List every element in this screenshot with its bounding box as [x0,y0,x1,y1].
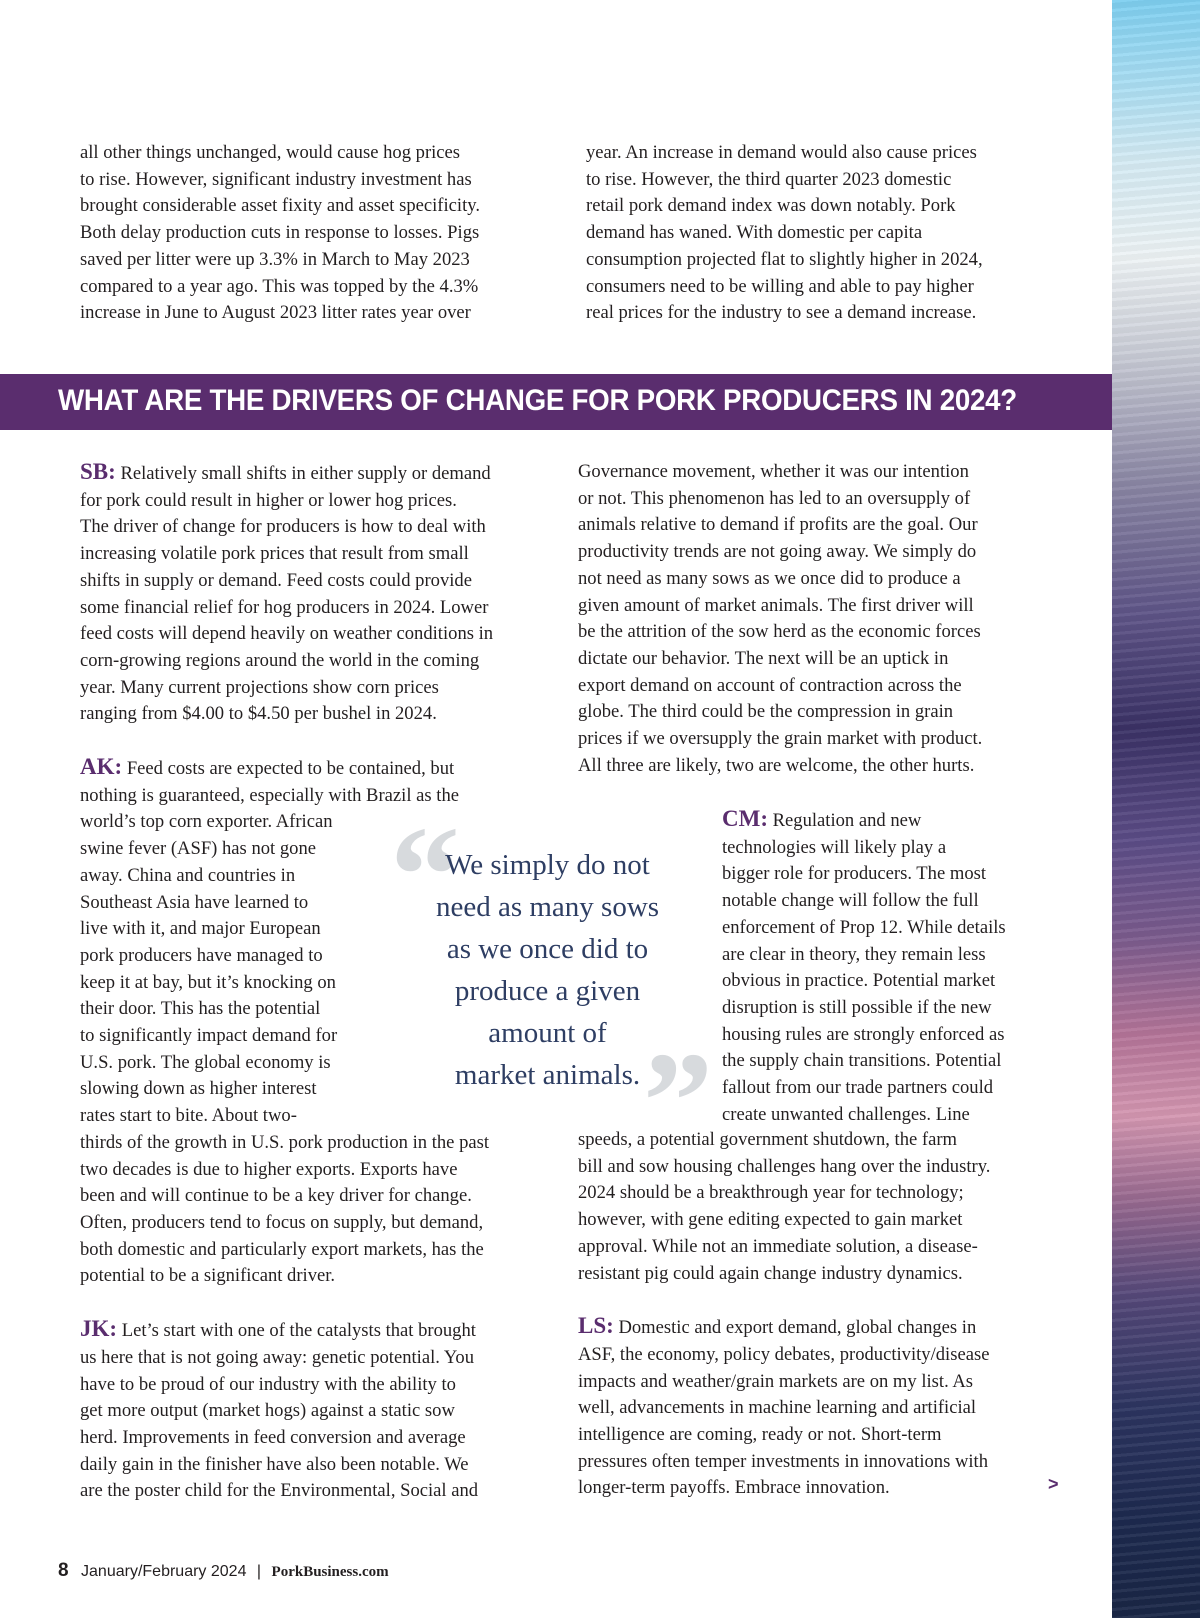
text-line: world’s top corn exporter. African [80,811,333,833]
quote-line: We simply do not [445,849,650,881]
text-run: Feed costs are expected to be contained, but [122,758,455,780]
text-line: pressures often temper investments in innovations with [578,1450,989,1472]
text-line: 2024 should be a breakthrough year for technology; [578,1182,964,1204]
section-heading: WHAT ARE THE DRIVERS OF CHANGE FOR PORK PRODUCERS IN 2024? [58,384,1017,417]
text-line: swine fever (ASF) has not gone [80,838,316,860]
text-line: speeds, a potential government shutdown, the farm [578,1129,958,1150]
text-line: real prices for the industry to see a demand increase. [586,302,977,324]
cm-answer-first-line [722,806,1062,835]
quote-line: as we once did to [446,933,649,965]
text-line: resistant pig could again change industry dynamics. [578,1262,963,1284]
text-line: slowing down as higher interest [80,1078,317,1100]
text-line: pork producers have managed to [80,944,323,966]
quote-line: amount of [488,1017,607,1049]
text-line: nothing is guaranteed, especially with Brazil as the [80,784,459,806]
text-line: increasing volatile pork prices that result from small [80,543,469,565]
text-line: fallout from our trade partners could [722,1077,994,1099]
text-line: not need as many sows as we once did to produce a [578,567,961,589]
text-run: Relatively small shifts in either supply or demand [115,463,491,484]
text-line: get more output (market hogs) against a static sow [80,1400,455,1422]
text-line: impacts and weather/grain markets are on my list. As [578,1370,974,1392]
text-line: bigger role for producers. The most [722,863,987,885]
text-line: ranging from $4.00 to $4.50 per bushel in 2024. [80,703,437,725]
quote-line: need as many sows [435,891,660,923]
text-line: U.S. pork. The global economy is [80,1051,331,1073]
text-line: bill and sow housing challenges hang over the industry. [578,1155,991,1177]
text-line: retail pork demand index was down notably. Pork [586,195,956,217]
text-line: keep it at bay, but it’s knocking on [80,971,336,993]
text-line: dictate our behavior. The next will be an uptick in [578,647,949,669]
continue-arrow-icon[interactable]: > [1048,1474,1059,1494]
right-column-upper [578,459,1058,779]
text-line: prices if we oversupply the grain market with product. [578,728,983,750]
page-number: 8 [58,1560,69,1581]
text-line: Both delay production cuts in response to losses. Pigs [80,222,480,244]
text-line: have to be proud of our industry with the ability to [80,1373,456,1395]
page-footer [58,1560,389,1582]
text-line: notable change will follow the full [722,890,979,912]
text-line: been and will continue to be a key driver for change. [80,1185,472,1207]
pull-quote [390,798,713,1179]
ls-answer-first-line [578,1313,1058,1342]
text-line: All three are likely, two are welcome, the other hurts. [578,754,975,776]
text-line: or not. This phenomenon has led to an oversupply of [578,487,971,509]
issue-date: January/February 2024 [81,1563,247,1580]
text-line: are the poster child for the Environmental, Social and [80,1480,479,1502]
close-quote-icon: ” [643,1024,713,1179]
text-line: to significantly impact demand for [80,1025,338,1047]
text-line: export demand on account of contraction across the [578,674,962,696]
text-line: The driver of change for producers is how to deal with [80,516,486,538]
text-line: given amount of market animals. The first driver will [578,594,974,616]
text-line: both domestic and particularly export markets, has the [80,1238,484,1260]
text-line: longer-term payoffs. Embrace innovation. [578,1477,890,1499]
text-run: Let’s start with one of the catalysts that brought [117,1320,476,1342]
right-column-lower [578,1127,1058,1502]
text-line: are clear in theory, they remain less [722,943,986,965]
text-line: for pork could result in higher or lower hog prices. [80,489,457,511]
text-line: consumption projected flat to slightly higher in 2024, [586,248,983,270]
decorative-side-strip [1112,0,1200,1618]
text-line: disruption is still possible if the new [722,996,992,1018]
text-line: herd. Improvements in feed conversion and average [80,1426,466,1448]
text-line: two decades is due to higher exports. Exports have [80,1158,458,1180]
text-line: daily gain in the finisher have also been notable. We [80,1453,469,1475]
site-link[interactable]: PorkBusiness.com [271,1564,389,1580]
text-line: consumers need to be willing and able to pay higher [586,275,974,297]
text-line: productivity trends are not going away. We simply do [578,541,977,563]
quote-line: market animals. [454,1059,641,1091]
text-line: increase in June to August 2023 litter rates year over [80,302,471,324]
text-line: the supply chain transitions. Potential [722,1050,1002,1072]
text-line: be the attrition of the sow herd as the economic forces [578,621,981,643]
text-line: animals relative to demand if profits are the goal. Our [578,514,978,536]
text-run: Regulation and new [767,810,922,831]
speaker-sb: SB: [80,459,116,484]
top-left-column [80,140,560,327]
footer-separator: | [256,1563,262,1580]
text-line: rates start to bite. About two- [80,1105,297,1127]
quote-line: produce a given [454,975,641,1007]
text-line: Often, producers tend to focus on supply, but demand, [80,1211,484,1233]
sb-answer-first-line [80,459,560,488]
text-run: Domestic and export demand, global changes in [613,1317,977,1339]
speaker-ls: LS: [578,1313,614,1339]
text-line: to rise. However, the third quarter 2023 domestic [586,168,952,190]
text-line: enforcement of Prop 12. While details [722,916,1006,938]
ak-answer-first-line [80,754,560,783]
jk-answer-first-line [80,1316,560,1345]
text-line: demand has waned. With domestic per capita [586,222,923,244]
text-line: Southeast Asia have learned to [80,891,309,913]
text-line: all other things unchanged, would cause hog prices [80,142,461,163]
text-line: Governance movement, whether it was our intention [578,461,969,482]
text-line: year. Many current projections show corn prices [80,676,439,698]
text-line: however, with gene editing expected to gain market [578,1209,963,1231]
text-line: some financial relief for hog producers in 2024. Lower [80,596,489,618]
text-line: their door. This has the potential [80,998,321,1020]
speaker-ak: AK: [80,754,123,780]
text-line: obvious in practice. Potential market [722,970,996,992]
top-right-column [586,140,1066,327]
text-line: feed costs will depend heavily on weather conditions in [80,623,494,645]
text-line: away. China and countries in [80,864,296,886]
text-line: approval. While not an immediate solution, a disease- [578,1235,978,1257]
speaker-jk: JK: [80,1316,118,1342]
cm-narrow-block [722,806,1062,1128]
text-line: to rise. However, significant industry investment has [80,168,472,190]
text-line: technologies will likely play a [722,836,947,858]
text-line: create unwanted challenges. Line [722,1103,970,1125]
text-line: corn-growing regions around the world in the coming [80,649,480,671]
text-line: potential to be a significant driver. [80,1265,336,1287]
text-line: brought considerable asset fixity and asset specificity. [80,195,480,217]
section-banner [0,374,1112,430]
text-line: intelligence are coming, ready or not. Short-term [578,1424,942,1446]
text-line: compared to a year ago. This was topped by the 4.3% [80,275,479,297]
text-line: ASF, the economy, policy debates, productivity/disease [578,1343,990,1365]
open-quote-icon: “ [390,798,460,953]
text-line: housing rules are strongly enforced as [722,1023,1005,1045]
text-line: saved per litter were up 3.3% in March to May 2023 [80,248,470,270]
speaker-cm: CM: [722,806,768,831]
text-line: live with it, and major European [80,918,321,940]
text-line: globe. The third could be the compression in grain [578,701,954,723]
text-line: well, advancements in machine learning and artificial [578,1397,977,1419]
text-line: thirds of the growth in U.S. pork production in the past [80,1131,490,1153]
text-line: year. An increase in demand would also cause prices [586,142,977,163]
text-line: shifts in supply or demand. Feed costs could provide [80,569,472,591]
text-line: us here that is not going away: genetic potential. You [80,1346,475,1368]
